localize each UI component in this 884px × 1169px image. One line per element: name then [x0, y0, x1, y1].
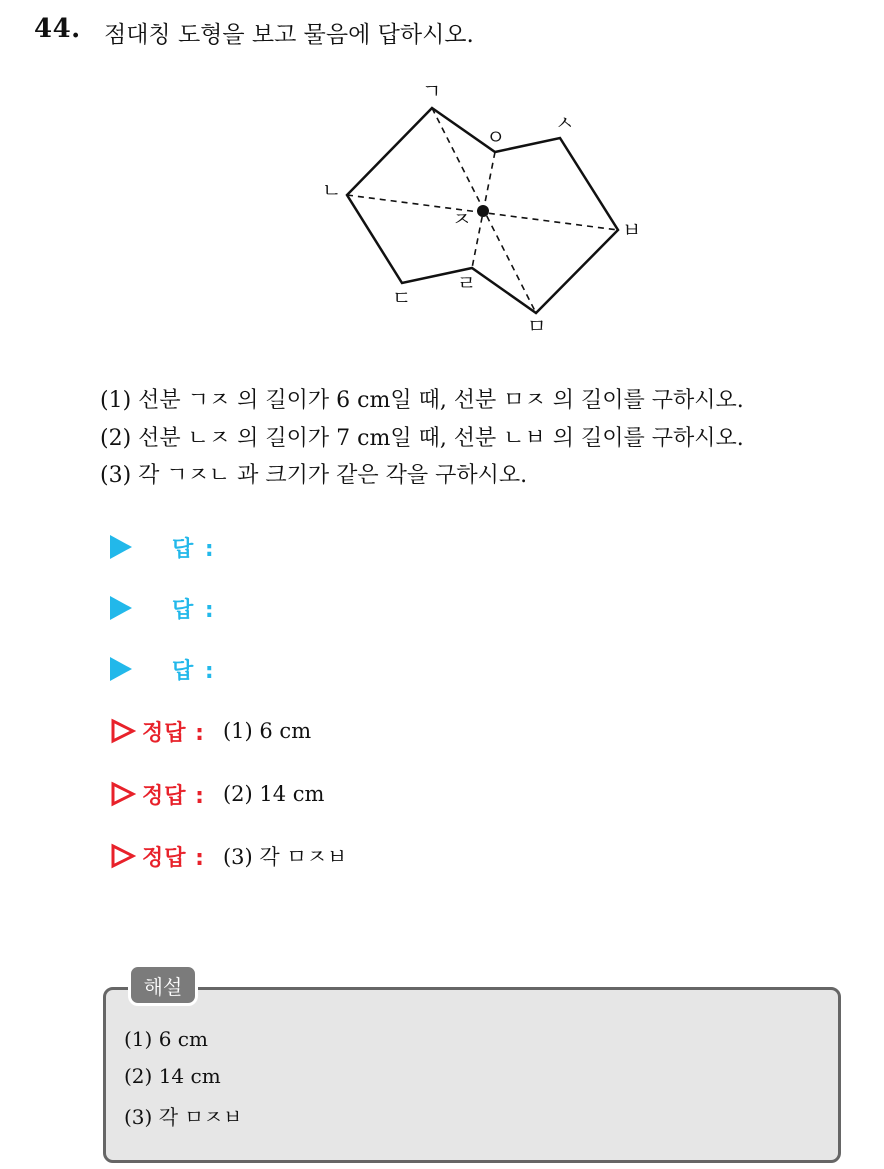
answer-row-2[interactable]: [110, 591, 216, 625]
answer-row-3[interactable]: [110, 652, 216, 686]
correct-value-1: (1) 6 cm: [222, 719, 312, 743]
outline-arrow-icon: [110, 781, 136, 807]
explanation-title: 해설: [128, 964, 198, 1006]
question-number: 44.: [34, 14, 81, 44]
correct-value-3: (3) 각 ㅁㅈㅂ: [222, 845, 348, 869]
correct-row-1: [110, 713, 311, 749]
correct-label: 정답 :: [142, 845, 205, 871]
play-arrow-icon: [110, 596, 132, 620]
correct-label: 정답 :: [142, 783, 205, 809]
point-symmetric-figure: [0, 0, 884, 360]
label-n: ㄴ: [322, 178, 342, 202]
subquestion-2: (2) 선분 ㄴㅈ 의 길이가 7 cm일 때, 선분 ㄴㅂ 의 길이를 구하시오.: [100, 426, 744, 451]
outline-arrow-icon: [110, 843, 136, 869]
explanation-line-2: (2) 14 cm: [124, 1064, 221, 1088]
question-text: 점대칭 도형을 보고 물음에 답하시오.: [104, 22, 474, 48]
answer-row-1[interactable]: [110, 530, 216, 564]
label-d: ㄷ: [392, 286, 412, 310]
label-o: ㅇ: [486, 125, 506, 149]
correct-label: 정답 :: [142, 720, 205, 746]
play-arrow-icon: [110, 535, 132, 559]
outline-arrow-icon: [110, 718, 136, 744]
explanation-line-1: (1) 6 cm: [124, 1027, 208, 1051]
label-j: ㅈ: [452, 207, 472, 231]
label-m: ㅁ: [527, 314, 547, 338]
label-r: ㄹ: [457, 271, 477, 295]
label-s: ㅅ: [555, 111, 575, 135]
label-b: ㅂ: [622, 218, 642, 242]
answer-label: 답 :: [172, 536, 216, 562]
center-point: [477, 205, 489, 217]
correct-value-2: (2) 14 cm: [222, 782, 325, 806]
answer-label: 답 :: [172, 658, 216, 684]
correct-row-2: [110, 776, 324, 812]
label-g: ㄱ: [422, 79, 442, 103]
subquestion-3: (3) 각 ㄱㅈㄴ 과 크기가 같은 각을 구하시오.: [100, 463, 528, 488]
subquestion-1: (1) 선분 ㄱㅈ 의 길이가 6 cm일 때, 선분 ㅁㅈ 의 길이를 구하시오.: [100, 388, 744, 413]
correct-row-3: [110, 838, 347, 874]
play-arrow-icon: [110, 657, 132, 681]
answer-label: 답 :: [172, 597, 216, 623]
explanation-line-3: (3) 각 ㅁㅈㅂ: [124, 1105, 243, 1129]
